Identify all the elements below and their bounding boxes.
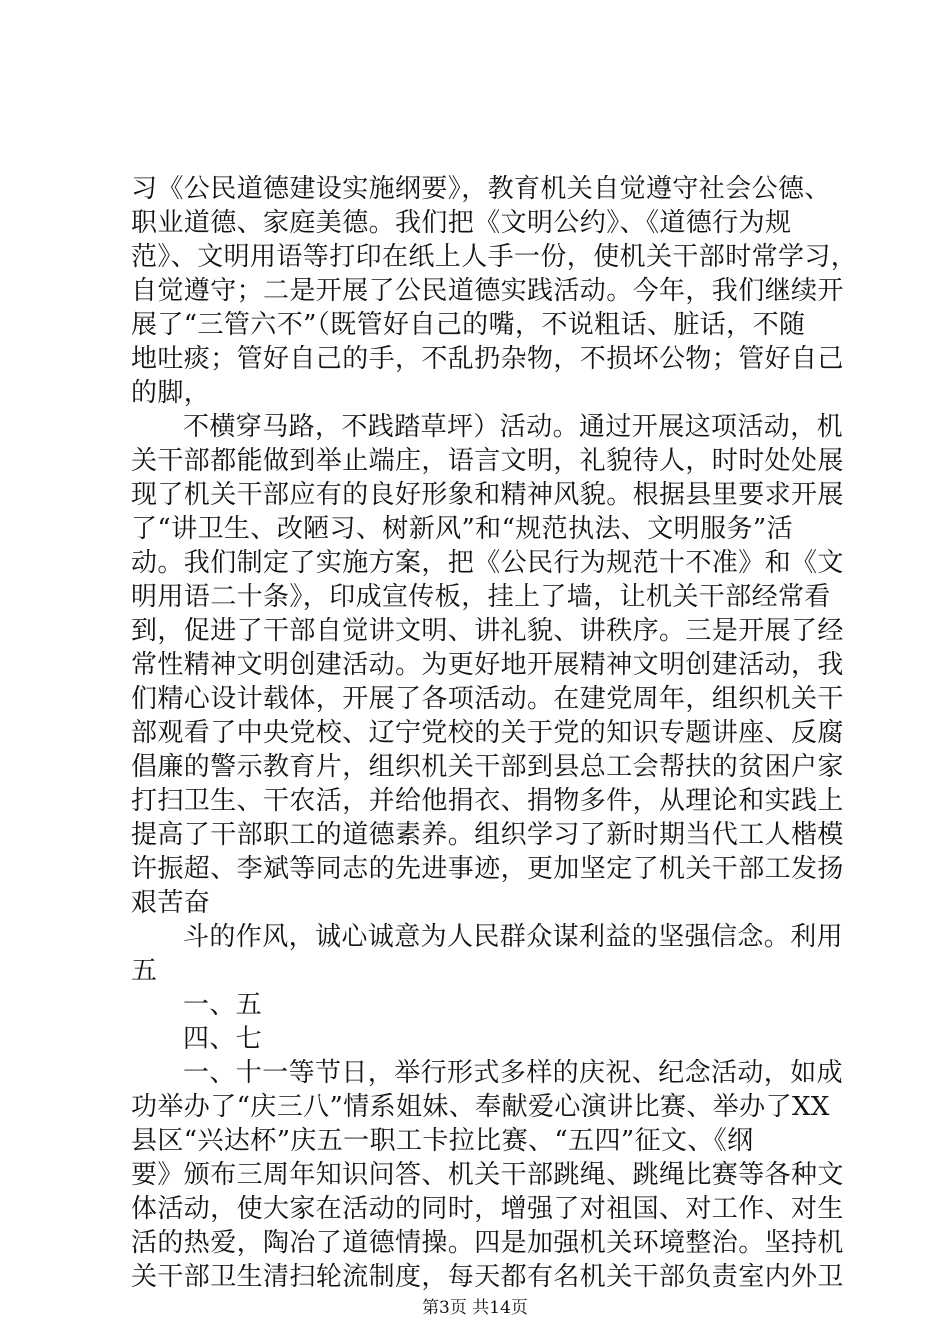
body-text-line: 到，促进了干部自觉讲文明、讲礼貌、讲秩序。三是开展了经 — [131, 616, 844, 646]
body-text-line: 四、七 — [183, 1024, 263, 1054]
body-text-line: 自觉遵守；二是开展了公民道德实践活动。今年，我们继续开 — [131, 276, 844, 306]
body-text-line: 一、十一等节日，举行形式多样的庆祝、纪念活动，如成 — [183, 1058, 844, 1088]
body-text-line: 关干部卫生清扫轮流制度，每天都有名机关干部负责室内外卫 — [131, 1262, 844, 1292]
body-text-line: 打扫卫生、干农活，并给他捐衣、捐物多件，从理论和实践上 — [131, 786, 844, 816]
body-text-line: 部观看了中央党校、辽宁党校的关于党的知识专题讲座、反腐 — [131, 718, 844, 748]
body-text-line: 体活动，使大家在活动的同时，增强了对祖国、对工作、对生 — [131, 1194, 844, 1224]
body-text-line: 习《公民道德建设实施纲要》，教育机关自觉遵守社会公德、 — [131, 174, 831, 204]
body-text-line: 了“讲卫生、改陋习、树新风”和“规范执法、文明服务”活 — [131, 514, 793, 544]
body-text-line: 范》、文明用语等打印在纸上人手一份，使机关干部时常学习， — [131, 242, 858, 272]
body-text-line: 五 — [131, 956, 158, 986]
body-text-line: 常性精神文明创建活动。为更好地开展精神文明创建活动，我 — [131, 650, 844, 680]
body-text-line: 的脚， — [131, 378, 211, 408]
page-number-footer: 第3页 共14页 — [422, 1298, 528, 1318]
body-text-line: 艰苦奋 — [131, 888, 211, 918]
body-text-line: 动。我们制定了实施方案，把《公民行为规范十不准》和《文 — [131, 548, 844, 578]
body-text-line: 地吐痰；管好自己的手，不乱扔杂物，不损坏公物；管好自己 — [131, 344, 844, 374]
body-text-line: 斗的作风，诚心诚意为人民群众谋利益的坚强信念。利用 — [183, 922, 844, 952]
body-text-line: 关干部都能做到举止端庄，语言文明，礼貌待人，时时处处展 — [131, 446, 844, 476]
body-text-line: 不横穿马路，不践踏草坪）活动。通过开展这项活动，机 — [183, 412, 844, 442]
body-text-line: 一、五 — [183, 990, 263, 1020]
body-text-line: 要》颁布三周年知识问答、机关干部跳绳、跳绳比赛等各种文 — [131, 1160, 844, 1190]
body-text-line: 现了机关干部应有的良好形象和精神风貌。根据县里要求开展 — [131, 480, 844, 510]
body-text-line: 县区“兴达杯”庆五一职工卡拉比赛、“五四”征文、《纲 — [131, 1126, 754, 1156]
body-text-line: 倡廉的警示教育片，组织机关干部到县总工会帮扶的贫困户家 — [131, 752, 844, 782]
body-text-line: 提高了干部职工的道德素养。组织学习了新时期当代工人楷模 — [131, 820, 844, 850]
body-text-line: 明用语二十条》，印成宣传板，挂上了墙，让机关干部经常看 — [131, 582, 831, 612]
body-text-line: 们精心设计载体，开展了各项活动。在建党周年，组织机关干 — [131, 684, 844, 714]
body-text-line: 展了“三管六不”（既管好自己的嘴，不说粗话、脏话，不随 — [131, 310, 806, 340]
body-text-line: 功举办了“庆三八”情系姐妹、奉献爱心演讲比赛、举办了XX — [131, 1092, 830, 1122]
body-text-line: 活的热爱，陶冶了道德情操。四是加强机关环境整治。坚持机 — [131, 1228, 844, 1258]
body-text-line: 许振超、李斌等同志的先进事迹，更加坚定了机关干部工发扬 — [131, 854, 844, 884]
body-text-line: 职业道德、家庭美德。我们把《文明公约》、《道德行为规 — [131, 208, 792, 238]
